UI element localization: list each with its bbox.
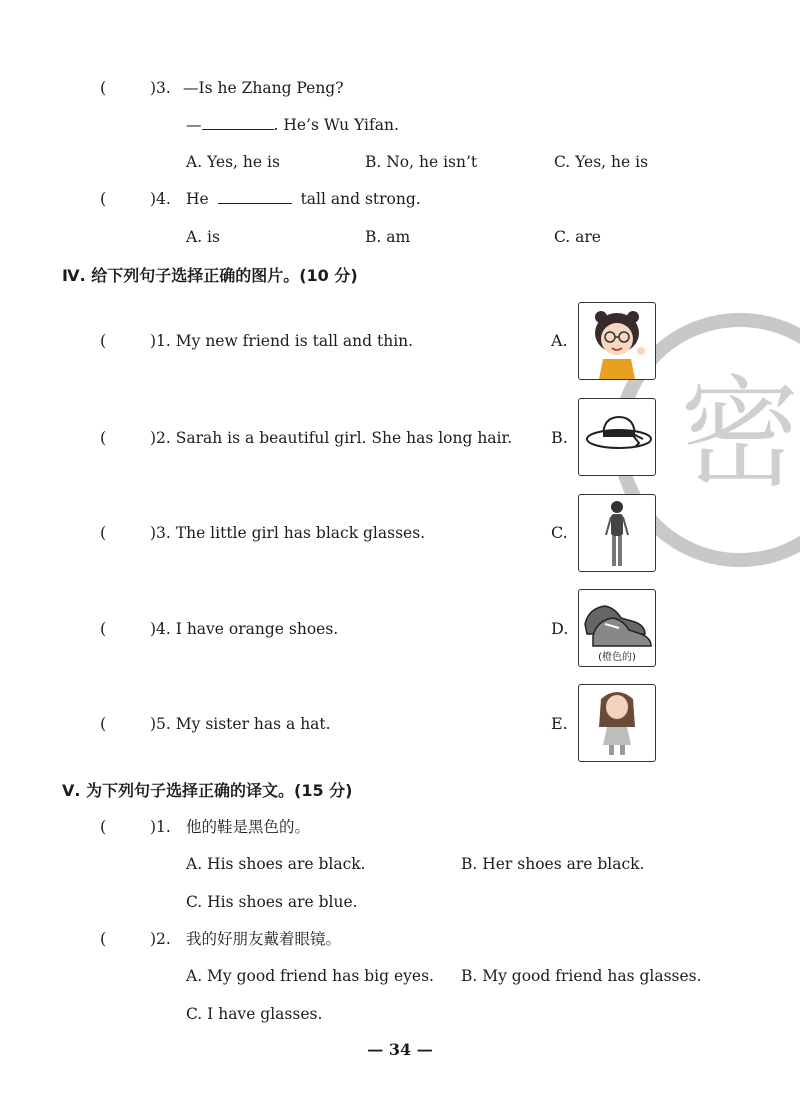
picture-e xyxy=(578,684,656,762)
part5-q1-number: )1. xyxy=(150,818,171,836)
picture-letter-c: C. xyxy=(551,523,568,542)
part5-q2-number: )2. xyxy=(150,930,171,948)
part4-item-4: )4. I have orange shoes. xyxy=(150,620,339,638)
part5-q1-option-a: A. His shoes are black. xyxy=(186,855,366,873)
part5-q1-option-c: C. His shoes are blue. xyxy=(186,893,358,911)
part5-q1-option-b: B. Her shoes are black. xyxy=(461,855,645,873)
answer-dash: — xyxy=(186,116,202,134)
hat-icon xyxy=(579,399,655,475)
answer-rest: . He’s Wu Yifan. xyxy=(273,116,399,134)
answer-paren-open: ( xyxy=(100,428,107,447)
section-4-heading: Ⅳ. 给下列句子选择正确的图片。(10 分) xyxy=(62,266,358,285)
question-4-number: )4. xyxy=(150,190,171,208)
part5-q1-chinese: 他的鞋是黑色的。 xyxy=(186,818,311,836)
part4-item-1: )1. My new friend is tall and thin. xyxy=(150,332,414,350)
part5-q2-chinese: 我的好朋友戴着眼镜。 xyxy=(186,930,342,948)
shoes-caption: (橙色的) xyxy=(598,652,636,663)
picture-d xyxy=(578,589,656,667)
question-4-text xyxy=(186,189,421,209)
answer-paren-open: ( xyxy=(100,78,107,97)
answer-paren-open: ( xyxy=(100,619,107,638)
question-3-answer-line xyxy=(186,115,399,135)
q3-option-c: C. Yes, he is xyxy=(554,153,649,171)
stamp-character: 密 xyxy=(680,365,800,504)
part4-item-5: )5. My sister has a hat. xyxy=(150,715,331,733)
answer-blank[interactable] xyxy=(202,115,274,130)
answer-paren-open: ( xyxy=(100,817,107,836)
part4-item-2: )2. Sarah is a beautiful girl. She has long hair. xyxy=(150,429,513,447)
q3-option-b: B. No, he isn’t xyxy=(365,153,478,171)
picture-letter-a: A. xyxy=(551,331,568,350)
part5-q2-option-c: C. I have glasses. xyxy=(186,1005,323,1023)
girl-long-hair-icon xyxy=(579,685,655,761)
answer-paren-open: ( xyxy=(100,189,107,208)
picture-c xyxy=(578,494,656,572)
q4-option-b: B. am xyxy=(365,228,411,246)
girl-with-glasses-icon xyxy=(579,303,655,379)
answer-paren-open: ( xyxy=(100,523,107,542)
q4-after: tall and strong. xyxy=(300,190,421,208)
part4-item-3: )3. The little girl has black glasses. xyxy=(150,524,426,542)
picture-letter-b: B. xyxy=(551,428,568,447)
picture-b xyxy=(578,398,656,476)
q4-option-c: C. are xyxy=(554,228,601,246)
q3-option-a: A. Yes, he is xyxy=(186,153,280,171)
q4-option-a: A. is xyxy=(186,228,220,246)
answer-paren-open: ( xyxy=(100,929,107,948)
section-5-heading: Ⅴ. 为下列句子选择正确的译文。(15 分) xyxy=(62,781,353,800)
tall-thin-person-icon xyxy=(579,495,655,571)
q4-blank[interactable] xyxy=(218,189,292,204)
q4-before: He xyxy=(186,190,209,208)
answer-paren-open: ( xyxy=(100,714,107,733)
part5-q2-option-b: B. My good friend has glasses. xyxy=(461,967,702,985)
picture-a xyxy=(578,302,656,380)
picture-letter-e: E. xyxy=(551,714,568,733)
page-number: — 34 — xyxy=(367,1040,433,1059)
picture-letter-d: D. xyxy=(551,619,569,638)
question-3-text: —Is he Zhang Peng? xyxy=(183,79,344,97)
question-3-number: )3. xyxy=(150,79,171,97)
answer-paren-open: ( xyxy=(100,331,107,350)
part5-q2-option-a: A. My good friend has big eyes. xyxy=(186,967,434,985)
